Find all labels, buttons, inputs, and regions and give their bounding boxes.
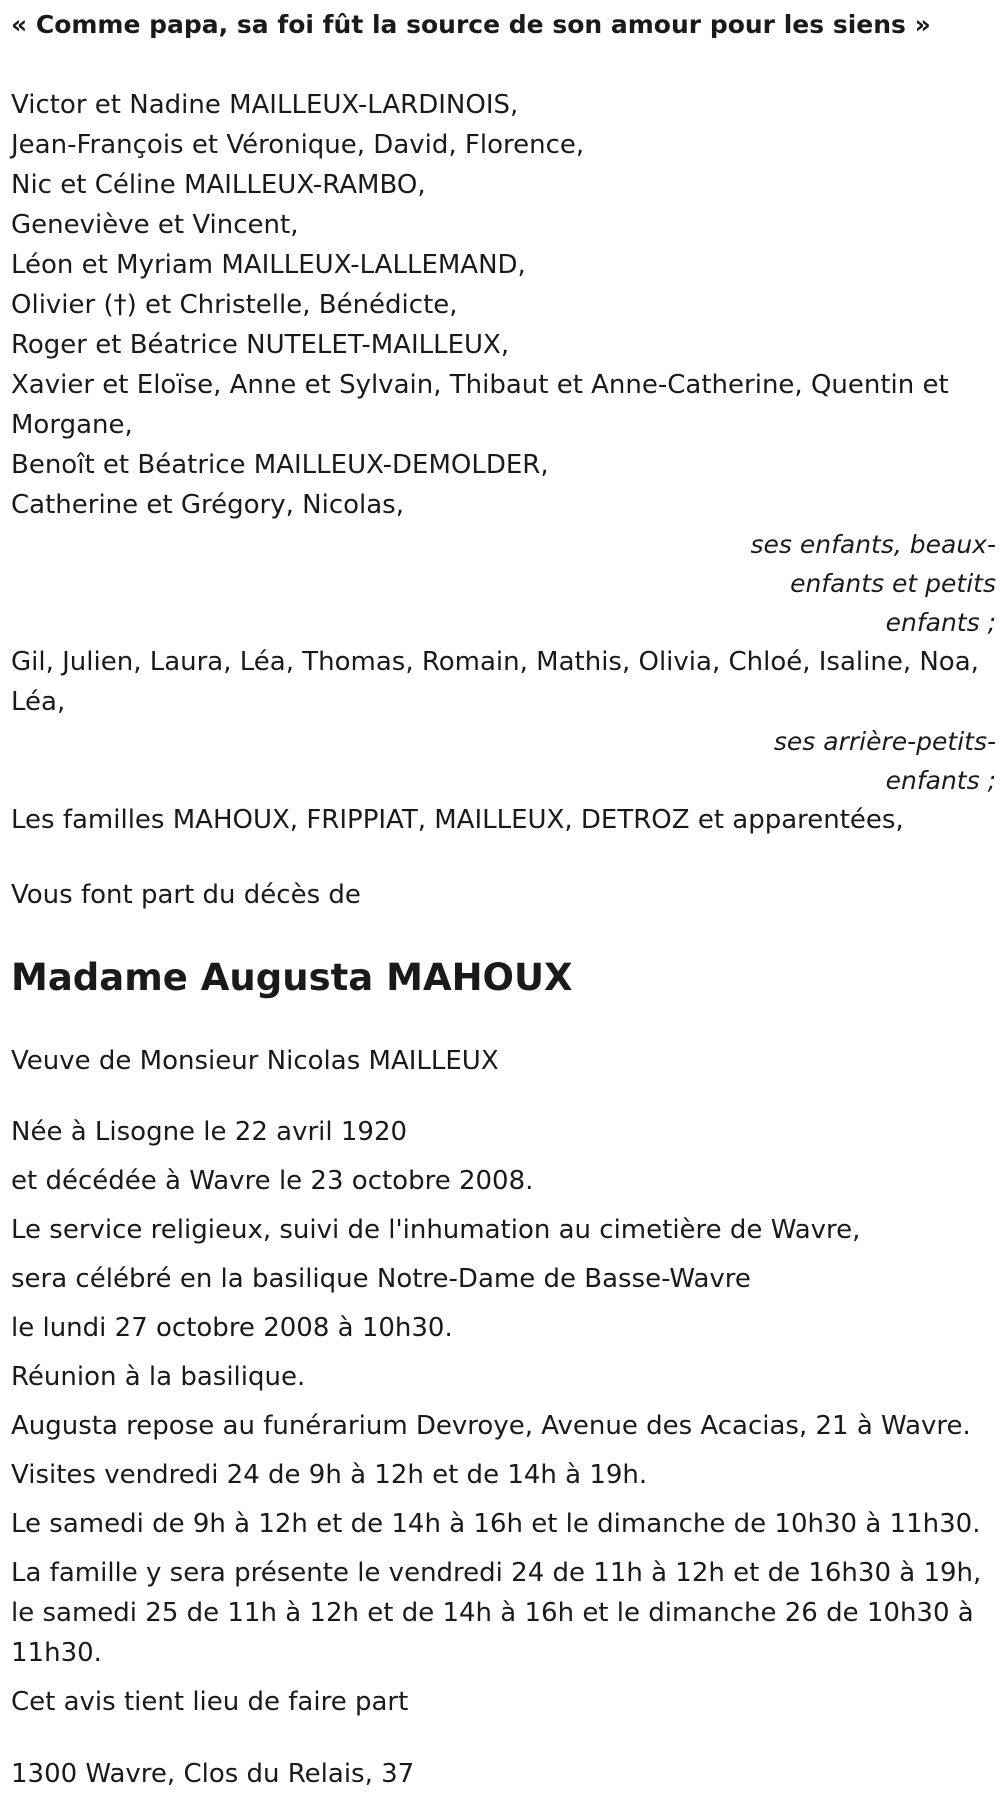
role-great-grandchildren-line: enfants ; bbox=[885, 766, 996, 795]
detail-line: Le service religieux, suivi de l'inhumation au cimetière de Wavre, bbox=[11, 1215, 861, 1245]
great-grandchildren-list: Gil, Julien, Laura, Léa, Thomas, Romain, Mathis, Olivia, Chloé, Isaline, Noa, Léa, bbox=[11, 647, 979, 717]
detail-line: La famille y sera présente le vendredi 24 de 11h à 12h et de 16h30 à 19h, le samedi 25 de 11h à 12h et de 14h à 16h et le dimanche 26 de 10h30 à 11h30. bbox=[11, 1558, 982, 1668]
detail-line: Visites vendredi 24 de 9h à 12h et de 14h à 19h. bbox=[11, 1460, 648, 1490]
detail-line: Réunion à la basilique. bbox=[11, 1362, 306, 1392]
detail-line: sera célébré en la basilique Notre-Dame de Basse-Wavre bbox=[11, 1264, 751, 1294]
family-line: Nic et Céline MAILLEUX-RAMBO, bbox=[11, 170, 426, 200]
detail-line: Le samedi de 9h à 12h et de 14h à 16h et le dimanche de 10h30 à 11h30. bbox=[11, 1509, 981, 1539]
role-great-grandchildren bbox=[11, 722, 996, 800]
family-line: Roger et Béatrice NUTELET-MAILLEUX, bbox=[11, 330, 510, 360]
other-families: Les familles MAHOUX, FRIPPIAT, MAILLEUX, DETROZ et apparentées, bbox=[11, 805, 904, 835]
family-line: Victor et Nadine MAILLEUX-LARDINOIS, bbox=[11, 90, 519, 120]
family-line: Xavier et Eloïse, Anne et Sylvain, Thibaut et Anne-Catherine, Quentin et Morgane, bbox=[11, 370, 949, 440]
detail-line: Augusta repose au funérarium Devroye, Avenue des Acacias, 21 à Wavre. bbox=[11, 1411, 971, 1441]
role-children-line: enfants ; bbox=[885, 608, 996, 637]
death-notice bbox=[0, 10, 1000, 1819]
role-children-line: ses enfants, beaux- bbox=[750, 530, 996, 559]
family-list bbox=[11, 85, 996, 840]
role-children bbox=[11, 525, 996, 642]
family-line: Léon et Myriam MAILLEUX-LALLEMAND, bbox=[11, 250, 526, 280]
address-line: 1300 Wavre, Clos du Relais, 37 bbox=[11, 1759, 415, 1789]
family-line: Geneviève et Vincent, bbox=[11, 210, 299, 240]
widow-of-line: Veuve de Monsieur Nicolas MAILLEUX bbox=[11, 1046, 499, 1076]
detail-line: Née à Lisogne le 22 avril 1920 bbox=[11, 1117, 408, 1147]
family-line: Jean-François et Véronique, David, Florence, bbox=[11, 130, 585, 160]
family-line: Olivier (†) et Christelle, Bénédicte, bbox=[11, 290, 458, 320]
opening-quote: « Comme papa, sa foi fût la source de son amour pour les siens » bbox=[11, 10, 931, 39]
role-children-line: enfants et petits bbox=[790, 569, 996, 598]
family-line: Catherine et Grégory, Nicolas, bbox=[11, 490, 404, 520]
detail-line: le lundi 27 octobre 2008 à 10h30. bbox=[11, 1313, 453, 1343]
detail-line: et décédée à Wavre le 23 octobre 2008. bbox=[11, 1166, 534, 1196]
role-great-grandchildren-line: ses arrière-petits- bbox=[773, 727, 996, 756]
deceased-name: Madame Augusta MAHOUX bbox=[11, 956, 573, 999]
family-line: Benoît et Béatrice MAILLEUX-DEMOLDER, bbox=[11, 450, 549, 480]
funeral-details bbox=[11, 1112, 990, 1722]
announcement-line: Vous font part du décès de bbox=[11, 880, 361, 910]
detail-line: Cet avis tient lieu de faire part bbox=[11, 1687, 409, 1717]
